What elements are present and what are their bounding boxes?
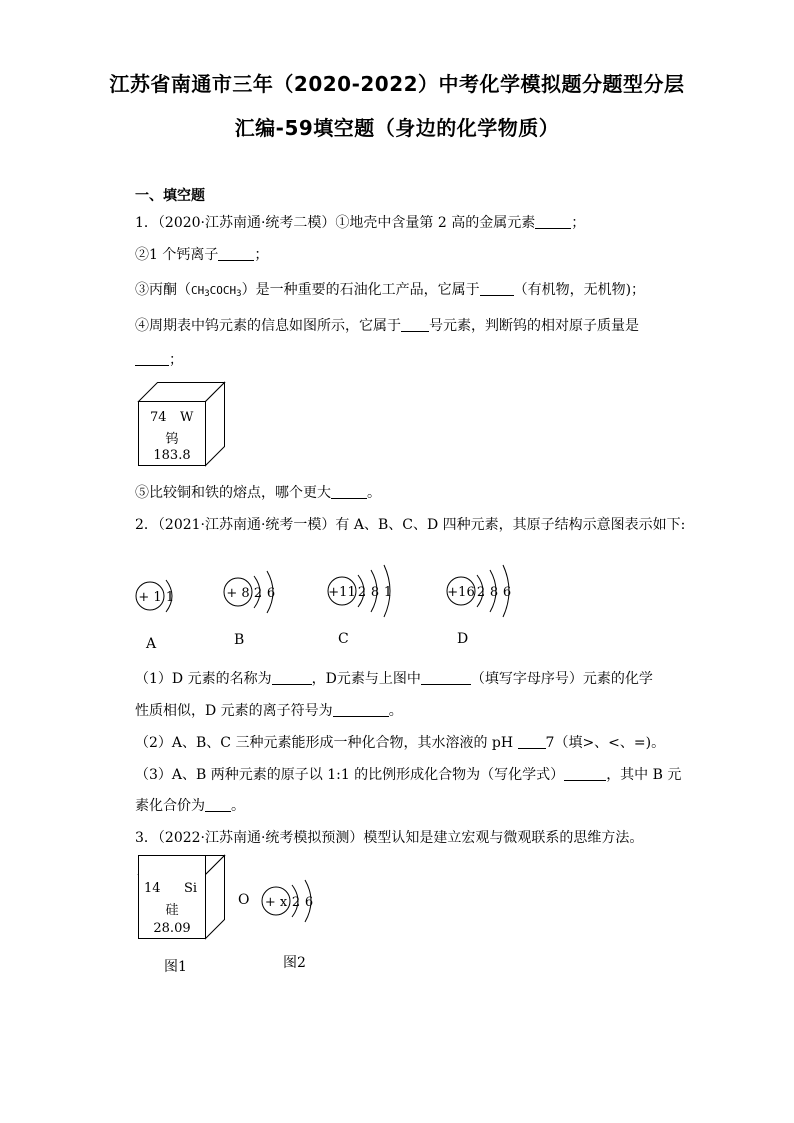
atomic-mass: 183.8 (153, 448, 191, 463)
figure-1-caption: 图1 (164, 959, 187, 975)
atom-letter-label: A (146, 636, 157, 652)
nucleus-charge: + 8 (226, 586, 250, 601)
q1-line5: ； (135, 350, 183, 370)
nucleus-charge: + x (264, 895, 288, 910)
shell-electron-count: 8 (489, 585, 499, 600)
element-name: 钨 (165, 432, 179, 447)
shell-electron-count: 6 (304, 895, 314, 910)
q1-line4: ④周期表中钨元素的信息如图所示，它属于 号元素，判断钨的相对原子质量是 (135, 318, 639, 334)
q1-line3: ③丙酮$(CH_3COCH_3)$是一种重要的石油化工产品，它属于 （有机物，无机物)； (135, 282, 646, 299)
element-symbol: W (180, 410, 194, 425)
shell-electron-count: 1 (383, 585, 393, 600)
q2-part2: （2）A、B、C 三种元素能形成一种化合物，其水溶液的 pH 7（填>、<、=)。 (135, 735, 666, 751)
element-name: 硅 (165, 903, 179, 918)
q2-intro: 2．（2021·江苏南通·统考一模）有 A、B、C、D 四种元素，其原子结构示意图表示如下: (135, 517, 686, 533)
section-heading: 一、填空题 (135, 188, 205, 204)
oxygen-label: O (238, 892, 250, 908)
nucleus-charge: +11 (328, 585, 356, 600)
shell-electron-count: 2 (357, 585, 367, 600)
q2-part1-line2: 性质相似，D 元素的离子符号为 。 (135, 703, 403, 719)
q1-line6: ⑤比较铜和铁的熔点，哪个更大 。 (135, 485, 381, 501)
element-symbol: Si (184, 881, 198, 896)
shell-electron-count: 2 (476, 585, 486, 600)
shell-electron-count: 2 (253, 586, 263, 601)
atom-letter-label: C (338, 631, 349, 647)
figure-2-caption: 图2 (283, 955, 306, 971)
q2-part3-line2: 素化合价为 。 (135, 798, 245, 814)
shell-electron-count: 6 (502, 585, 512, 600)
doc-title-line1: 江苏省南通市三年（2020-2022）中考化学模拟题分题型分层 (109, 72, 685, 96)
atomic-number: 74 (150, 410, 167, 425)
atomic-mass: 28.09 (153, 921, 191, 936)
nucleus-charge: +16 (447, 585, 475, 600)
q3-intro: 3．（2022·江苏南通·统考模拟预测）模型认知是建立宏观与微观联系的思维方法。 (135, 830, 644, 846)
q2-part3-line1: （3）A、B 两种元素的原子以 1:1 的比例形成化合物为（写化学式） ，其中 B 元 (135, 767, 682, 783)
q2-part1-line1: （1）D 元素的名称为 ，D元素与上图中 （填写字母序号）元素的化学 (135, 671, 653, 687)
shell-electron-count: 2 (291, 895, 301, 910)
q1-line1: 1．（2020·江苏南通·统考二模）①地壳中含量第 2 高的金属元素 ； (135, 215, 586, 231)
q1-line2: ②1 个钙离子 ； (135, 247, 269, 263)
shell-electron-count: 6 (266, 586, 276, 601)
atom-letter-label: D (457, 631, 469, 647)
doc-title-line2: 汇编-59填空题（身边的化学物质） (234, 116, 560, 140)
shell-electron-count: 8 (370, 585, 380, 600)
shell-electron-count: 1 (165, 590, 175, 605)
atom-letter-label: B (234, 632, 245, 648)
nucleus-charge: + 1 (138, 590, 162, 605)
atomic-number: 14 (144, 881, 161, 896)
